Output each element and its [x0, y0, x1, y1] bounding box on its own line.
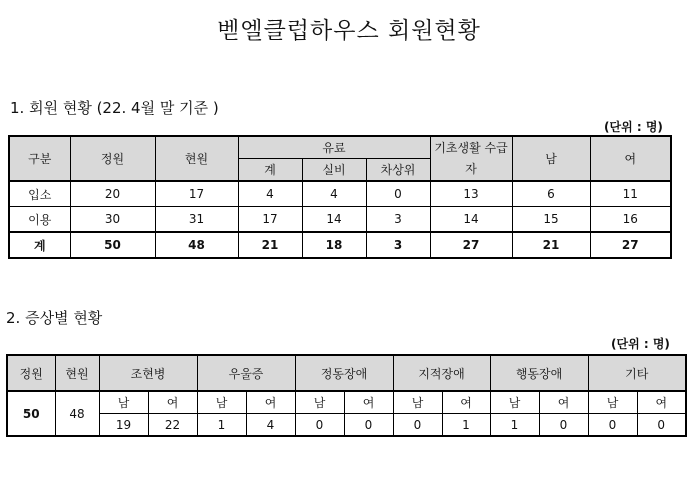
cell-capacity: 50 — [70, 232, 155, 258]
cell-actual-cost: 18 — [302, 232, 366, 258]
table-row — [7, 414, 686, 437]
cell-actual-cost: 14 — [302, 207, 366, 233]
header-condition: 우울증 — [197, 355, 295, 391]
table-row — [9, 207, 671, 233]
cell-female-value: 0 — [539, 414, 588, 437]
header-actual-cost: 실비 — [302, 159, 366, 182]
cell-female: 27 — [590, 232, 671, 258]
cell-female-label: 여 — [637, 391, 686, 414]
header-condition: 기타 — [588, 355, 686, 391]
cell-sliding: 0 — [366, 181, 430, 207]
header-current: 현원 — [55, 355, 99, 391]
section1-heading: 1. 회원 현황 (22. 4월 말 기준 ) — [10, 99, 219, 117]
member-status-table — [8, 135, 672, 259]
cell-paid-total: 21 — [238, 232, 302, 258]
cell-female-label: 여 — [344, 391, 393, 414]
header-paid-total: 계 — [238, 159, 302, 182]
cell-welfare: 27 — [430, 232, 512, 258]
cell-female-value: 0 — [344, 414, 393, 437]
cell-welfare: 14 — [430, 207, 512, 233]
cell-female-label: 여 — [246, 391, 295, 414]
row-label: 계 — [9, 232, 70, 258]
header-welfare: 기초생활 수급자 — [430, 136, 512, 181]
header-current: 현원 — [155, 136, 238, 181]
table-total-row — [9, 232, 671, 258]
cell-current: 48 — [155, 232, 238, 258]
cell-male-value: 0 — [295, 414, 344, 437]
cell-male: 6 — [512, 181, 590, 207]
cell-paid-total: 4 — [238, 181, 302, 207]
table-gender-row — [7, 391, 686, 414]
cell-capacity: 30 — [70, 207, 155, 233]
row-label: 입소 — [9, 181, 70, 207]
table-row — [9, 181, 671, 207]
cell-female-label: 여 — [539, 391, 588, 414]
header-male: 남 — [512, 136, 590, 181]
table-header-row — [7, 355, 686, 391]
cell-male-label: 남 — [588, 391, 637, 414]
header-capacity: 정원 — [7, 355, 55, 391]
row-label: 이용 — [9, 207, 70, 233]
cell-paid-total: 17 — [238, 207, 302, 233]
cell-sliding: 3 — [366, 232, 430, 258]
cell-female-value: 22 — [148, 414, 197, 437]
header-category: 구분 — [9, 136, 70, 181]
section2-unit: (단위 : 명) — [611, 337, 670, 351]
cell-male-value: 19 — [99, 414, 148, 437]
cell-male-label: 남 — [393, 391, 442, 414]
cell-male-label: 남 — [99, 391, 148, 414]
header-capacity: 정원 — [70, 136, 155, 181]
table-header-row — [9, 136, 671, 159]
cell-current: 31 — [155, 207, 238, 233]
cell-capacity: 20 — [70, 181, 155, 207]
cell-capacity: 50 — [7, 391, 55, 436]
cell-male-value: 0 — [393, 414, 442, 437]
cell-welfare: 13 — [430, 181, 512, 207]
cell-male-value: 1 — [197, 414, 246, 437]
cell-male-value: 0 — [588, 414, 637, 437]
header-paid: 유료 — [238, 136, 430, 159]
cell-female-value: 4 — [246, 414, 295, 437]
cell-male: 15 — [512, 207, 590, 233]
cell-male-label: 남 — [490, 391, 539, 414]
page-title: 벧엘클럽하우스 회원현황 — [217, 18, 481, 44]
header-condition: 행동장애 — [490, 355, 588, 391]
cell-male-label: 남 — [197, 391, 246, 414]
cell-female-value: 1 — [442, 414, 490, 437]
header-sliding: 차상위 — [366, 159, 430, 182]
section1-unit: (단위 : 명) — [604, 120, 663, 134]
cell-female-label: 여 — [442, 391, 490, 414]
cell-current: 17 — [155, 181, 238, 207]
header-condition: 지적장애 — [393, 355, 490, 391]
header-female: 여 — [590, 136, 671, 181]
header-condition: 조현병 — [99, 355, 197, 391]
cell-male-label: 남 — [295, 391, 344, 414]
cell-current: 48 — [55, 391, 99, 436]
cell-female: 16 — [590, 207, 671, 233]
cell-female: 11 — [590, 181, 671, 207]
section2-heading: 2. 증상별 현황 — [6, 309, 103, 327]
cell-male-value: 1 — [490, 414, 539, 437]
header-condition: 정동장애 — [295, 355, 393, 391]
symptom-status-table — [6, 354, 687, 437]
cell-sliding: 3 — [366, 207, 430, 233]
cell-female-value: 0 — [637, 414, 686, 437]
cell-female-label: 여 — [148, 391, 197, 414]
cell-actual-cost: 4 — [302, 181, 366, 207]
cell-male: 21 — [512, 232, 590, 258]
